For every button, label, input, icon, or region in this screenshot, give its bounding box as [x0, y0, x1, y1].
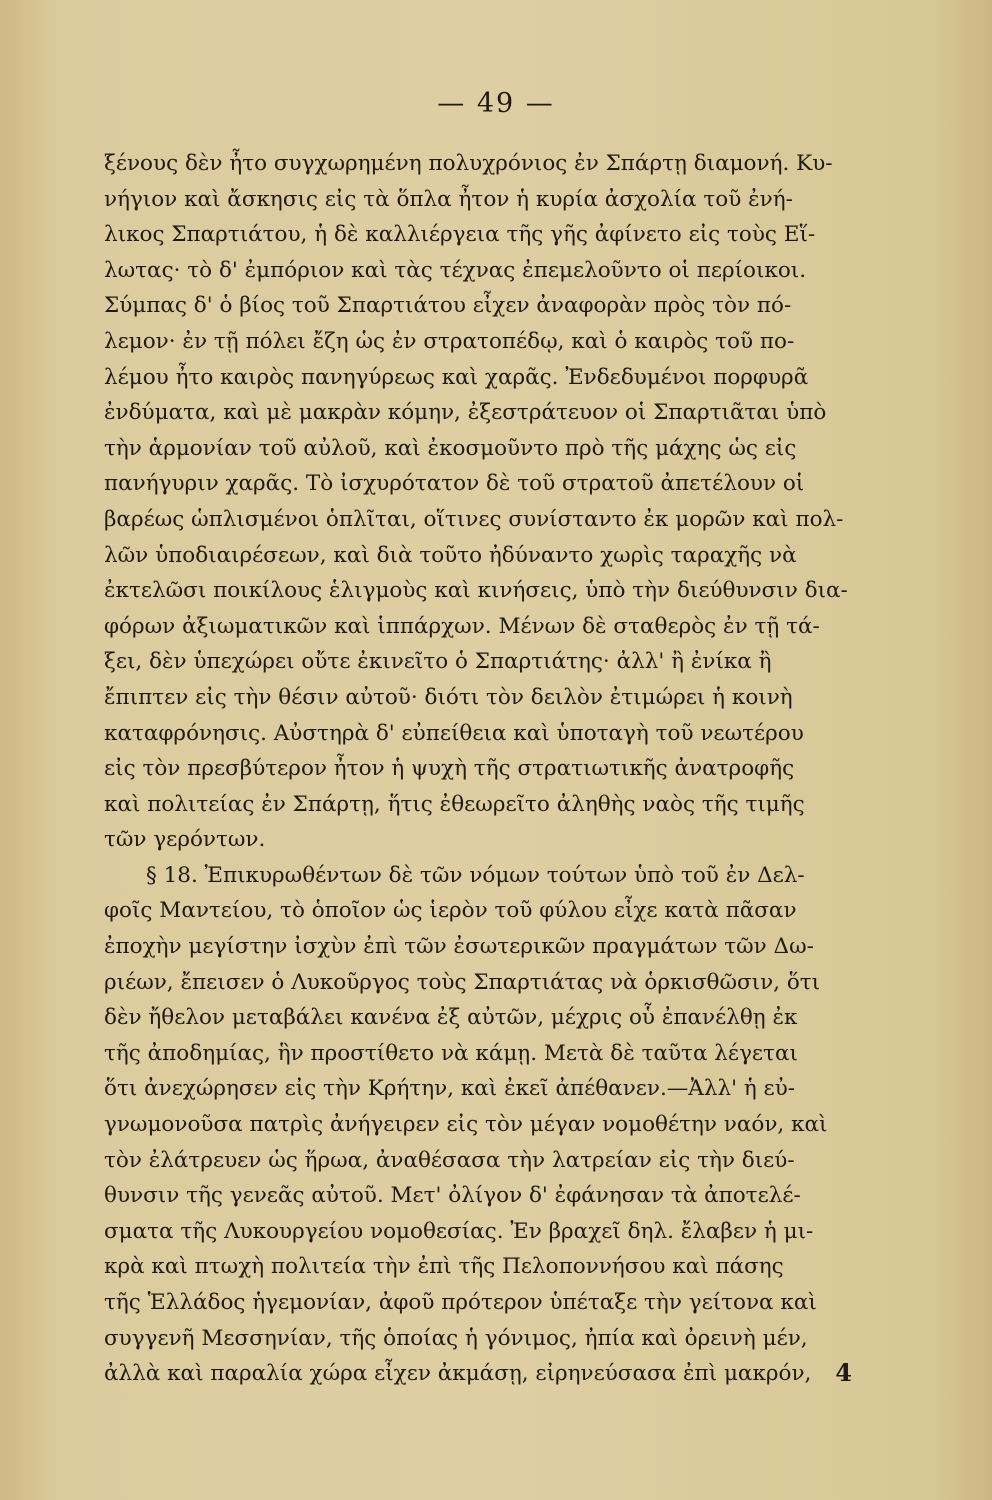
text-line: ριέων, ἔπεισεν ὁ Λυκοῦργος τοὺς Σπαρτιάτας νὰ ὁρκισθῶσιν, ὅτι [104, 969, 821, 995]
text-line: τὴν ἁρμονίαν τοῦ αὐλοῦ, καὶ ἐκοσμοῦντο πρὸ τῆς μάχης ὡς εἰς [104, 435, 797, 461]
text-line: θυνσιν τῆς γενεᾶς αὐτοῦ. Μετ' ὀλίγον δ' ἐφάνησαν τὰ ἀποτελέ- [104, 1183, 801, 1209]
text-line: πανήγυριν χαρᾶς. Τὸ ἰσχυρότατον δὲ τοῦ στρατοῦ ἀπετέλουν οἱ [104, 471, 805, 497]
text-line: ἐποχὴν μεγίστην ἰσχὺν ἐπὶ τῶν ἐσωτερικῶν πραγμάτων τῶν Δω- [104, 934, 814, 960]
text-line: φοῖς Μαντείου, τὸ ὁποῖον ὡς ἱερὸν τοῦ φύλου εἶχε κατὰ πᾶσαν [104, 898, 797, 924]
text-line: Σύμπας δ' ὁ βίος τοῦ Σπαρτιάτου εἶχεν ἀναφορὰν πρὸς τὸν πό- [104, 293, 792, 319]
text-line: εἰς τὸν πρεσβύτερον ἦτον ἡ ψυχὴ τῆς στρατιωτικῆς ἀνατροφῆς [104, 756, 795, 782]
text-line: συγγενῆ Μεσσηνίαν, τῆς ὁποίας ἡ γόνιμος, ἠπία καὶ ὀρεινὴ μέν, [104, 1325, 808, 1351]
text-line: λικος Σπαρτιάτου, ἡ δὲ καλλιέργεια τῆς γῆς ἀφίνετο εἰς τοὺς Εἵ- [104, 222, 816, 248]
text-line: τὸν ἐλάτρευεν ὡς ἥρωα, ἀναθέσασα τὴν λατρείαν εἰς τὴν διεύ- [104, 1147, 795, 1173]
text-line: λῶν ὑποδιαιρέσεων, καὶ διὰ τοῦτο ἠδύναντο χωρὶς ταραχῆς νὰ [104, 542, 797, 568]
text-line: ἐνδύματα, καὶ μὲ μακρὰν κόμην, ἐξεστράτευον οἱ Σπαρτιᾶται ὑπὸ [104, 400, 827, 426]
text-line: ἀλλὰ καὶ παραλία χώρα εἶχεν ἀκμάσῃ, εἰρηνεύσασα ἐπὶ μακρόν, [104, 1361, 812, 1387]
text-line: κρὰ καὶ πτωχὴ πολιτεία τὴν ἐπὶ τῆς Πελοποννήσου καὶ πάσης [104, 1254, 784, 1280]
text-line: καταφρόνησις. Αὐστηρὰ δ' εὐπείθεια καὶ ὑποταγὴ τοῦ νεωτέρου [104, 720, 804, 746]
text-line: ὅτι ἀνεχώρησεν εἰς τὴν Κρήτην, καὶ ἐκεῖ ἀπέθανεν.—Ἀλλ' ἡ εὐ- [104, 1076, 796, 1102]
text-line: τῆς Ἑλλάδος ἡγεμονίαν, ἀφοῦ πρότερον ὑπέταξε τὴν γείτονα καὶ [104, 1290, 817, 1315]
text-line: σματα τῆς Λυκουργείου νομοθεσίας. Ἐν βραχεῖ δηλ. ἔλαβεν ἡ μι- [104, 1218, 814, 1244]
page-number: — 49 — [437, 88, 555, 119]
text-line: βαρέως ὡπλισμένοι ὁπλῖται, οἵτινες συνίσταντο ἐκ μορῶν καὶ πολ- [104, 506, 844, 532]
body-text [104, 146, 904, 1392]
text-line: δὲν ἤθελον μεταβάλει κανένα ἐξ αὐτῶν, μέχρις οὗ ἐπανέλθῃ ἐκ [104, 1005, 798, 1031]
text-line: ξένους δὲν ἦτο συγχωρημένη πολυχρόνιος ἐν Σπάρτῃ διαμονή. Κυ- [104, 151, 833, 176]
text-line: νήγιον καὶ ἄσκησις εἰς τὰ ὅπλα ἦτον ἡ κυρία ἀσχολία τοῦ ἐνή- [104, 186, 793, 212]
text-line: λωτας· τὸ δ' ἐμπόριον καὶ τὰς τέχνας ἐπεμελοῦντο οἱ περίοικοι. [104, 257, 807, 283]
text-line: φόρων ἀξιωματικῶν καὶ ἱππάρχων. Μένων δὲ σταθερὸς ἐν τῇ τά- [104, 613, 820, 639]
text-line: ἔπιπτεν εἰς τὴν θέσιν αὐτοῦ· διότι τὸν δειλὸν ἐτιμώρει ἡ κοινὴ [104, 684, 793, 710]
section-18-start: § 18. Ἐπικυρωθέντων δὲ τῶν νόμων τούτων ὑπὸ τοῦ ἐν Δελ- [146, 862, 805, 888]
text-line: λεμον· ἐν τῇ πόλει ἔζη ὡς ἐν στρατοπέδῳ, καὶ ὁ καιρὸς τοῦ πο- [104, 328, 795, 354]
text-line: λέμου ἦτο καιρὸς πανηγύρεως καὶ χαρᾶς. Ἐνδεδυμένοι πορφυρᾶ [104, 364, 809, 390]
text-line: ξει, δὲν ὑπεχώρει οὔτε ἐκινεῖτο ὁ Σπαρτιάτης· ἀλλ' ἢ ἐνίκα ἢ [104, 649, 772, 675]
text-line: καὶ πολιτείας ἐν Σπάρτῃ, ἥτις ἐθεωρεῖτο ἀληθὴς ναὸς τῆς τιμῆς [104, 791, 805, 817]
text-line: ἐκτελῶσι ποικίλους ἑλιγμοὺς καὶ κινήσεις, ὑπὸ τὴν διεύθυνσιν δια- [104, 578, 848, 604]
signature-mark: 4 [835, 1358, 852, 1387]
text-line: τῆς ἀποδημίας, ἣν προστίθετο νὰ κάμῃ. Μετὰ δὲ ταῦτα λέγεται [104, 1040, 798, 1066]
text-line: γνωμονοῦσα πατρὶς ἀνήγειρεν εἰς τὸν μέγαν νομοθέτην ναόν, καὶ [104, 1112, 828, 1138]
text-line: τῶν γερόντων. [104, 827, 266, 853]
